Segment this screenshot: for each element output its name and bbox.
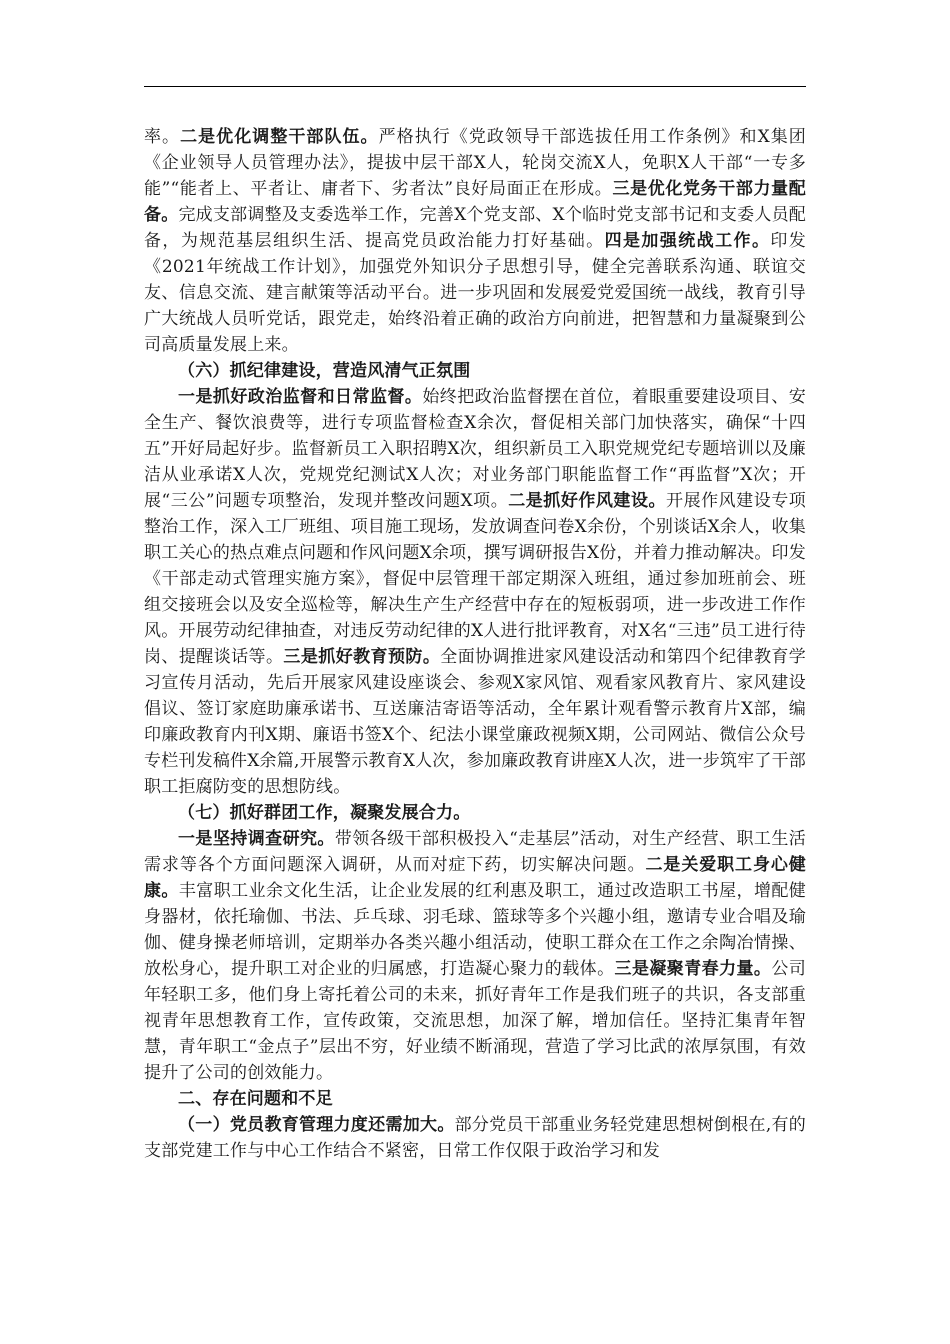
- paragraph: [144, 826, 806, 1086]
- text-run: 印发《2021年统战工作计划》，加强党外知识分子思想引导，健全完善联系沟通、联谊交友、信息交流、建言献策等活动平台。进一步巩固和发展爱党爱国统一战线，教育引导广大统战人员听党话，跟党走，始终沿着正确的政治方向前进，把智慧和力量凝聚到公司高质量发展上来。: [144, 231, 806, 355]
- paragraph: [144, 1112, 806, 1164]
- text-run: 全面协调推进家风建设活动和第四个纪律教育学习宣传月活动，先后开展家风建设座谈会、参观X家风馆、观看家风教育片、家风建设倡议、签订家庭助廉承诺书、互送廉洁寄语等活动，全年累计观看警示教育片X部，编印廉政教育内刊X期、廉语书签X个、纪法小课堂廉政视频X期，公司网站、微信公众号专栏刊发稿件X余篇,开展警示教育X人次，参加廉政教育讲座X人次，进一步筑牢了干部职工拒腐防变的思想防线。: [144, 647, 806, 797]
- paragraph: [144, 358, 806, 384]
- bold-run: 二是抓好作风建设。: [508, 491, 667, 511]
- text-run: 开展作风建设专项整治工作，深入工厂班组、项目施工现场，发放调查问卷X余份，个别谈话X余人，收集职工关心的热点难点问题和作风问题X余项，撰写调研报告X份，并着力推动解决。印发《干部走动式管理实施方案》，督促中层管理干部定期深入班组，通过参加班前会、班组交接班会以及安全巡检等，解决生产生产经营中存在的短板弱项，进一步改进工作作风。开展劳动纪律抽查，对违反劳动纪律的X人进行批评教育，对X名“三违”员工进行待岗、提醒谈话等。: [144, 491, 806, 667]
- bold-run: 三是凝聚青春力量。: [614, 959, 772, 979]
- text-run: 部分党员干部重业务轻党建思想树倒根在,有的支部党建工作与中心工作结合不紧密，日常工作仅限于政治学习和发: [144, 1115, 806, 1161]
- text-run: 完成支部调整及支委选举工作，完善X个党支部、X个临时党支部书记和支委人员配备，为规范基层组织生活、提高党员政治能力打好基础。: [144, 205, 806, 251]
- bold-run: （一）党员教育管理力度还需加大。: [178, 1115, 455, 1135]
- paragraph: [144, 124, 806, 358]
- body-text: [144, 124, 806, 1164]
- header-rule: [144, 86, 806, 87]
- text-run: 带领各级干部积极投入“走基层”活动，对生产经营、职工生活需求等各个方面问题深入调研，从而对症下药，切实解决问题。: [144, 829, 806, 875]
- bold-run: 三是抓好教育预防。: [283, 647, 441, 667]
- paragraph: [144, 1086, 806, 1112]
- bold-run: 一是抓好政治监督和日常监督。: [178, 387, 423, 407]
- bold-run: 四是加强统战工作。: [604, 231, 771, 251]
- bold-run: （七）抓好群团工作，凝聚发展合力。: [178, 803, 471, 823]
- bold-run: 二是关爱职工身心健康。: [144, 855, 806, 901]
- bold-run: 二、存在问题和不足: [178, 1089, 333, 1109]
- text-run: 率。: [144, 127, 181, 147]
- bold-run: 二是优化调整干部队伍。: [180, 127, 379, 147]
- text-run: 丰富职工业余文化生活，让企业发展的红利惠及职工，通过改造职工书屋，增配健身器材，依托瑜伽、书法、乒乓球、羽毛球、篮球等多个兴趣小组，邀请专业合唱及瑜伽、健身操老师培训，定期举办各类兴趣小组活动，使职工群众在工作之余陶冶情操、放松身心，提升职工对企业的归属感，打造凝心聚力的载体。: [144, 881, 806, 979]
- bold-run: 三是优化党务干部力量配备。: [144, 179, 807, 225]
- text-run: 严格执行《党政领导干部选拔任用工作条例》和X集团《企业领导人员管理办法》，提拔中层干部X人，轮岗交流X人，免职X人干部“一专多能”“能者上、平者让、庸者下、劣者汰”良好局面正在形成。: [144, 127, 806, 199]
- paragraph: [144, 384, 806, 800]
- bold-run: （六）抓纪律建设，营造风清气正氛围: [178, 361, 471, 381]
- text-run: 始终把政治监督摆在首位，着眼重要建设项目、安全生产、餐饮浪费等，进行专项监督检查X余次，督促相关部门加快落实，确保“十四五”开好局起好步。监督新员工入职招聘X次，组织新员工入职党规党纪专题培训以及廉洁从业承诺X人次，党规党纪测试X人次；对业务部门职能监督工作“再监督”X次；开展“三公”问题专项整治，发现并整改问题X项。: [144, 387, 806, 511]
- text-run: 公司年轻职工多，他们身上寄托着公司的未来，抓好青年工作是我们班子的共识，各支部重视青年思想教育工作，宣传政策，交流思想，加深了解，增加信任。坚持汇集青年智慧，青年职工“金点子”层出不穷，好业绩不断涌现，营造了学习比武的浓厚氛围，有效提升了公司的创效能力。: [144, 959, 806, 1083]
- bold-run: 一是坚持调查研究。: [178, 829, 335, 849]
- paragraph: [144, 800, 806, 826]
